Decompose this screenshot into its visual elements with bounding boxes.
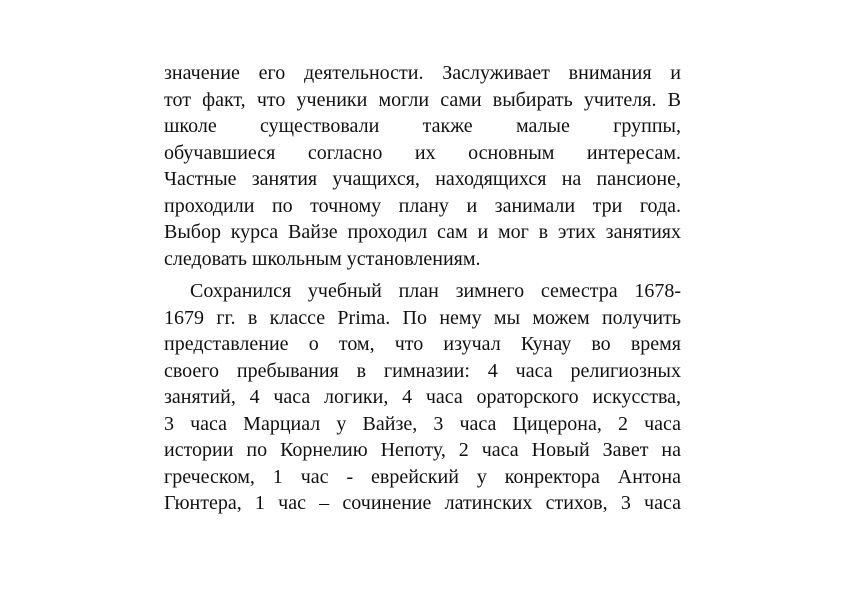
text-line: школе существовали также малые группы, [164,115,681,137]
text-line: занятий, 4 часа логики, 4 часа ораторского искусства, [164,386,681,408]
text-line: 1679 гг. в классе Prima. По нему мы можем получить [164,306,681,329]
text-line: следовать школьным установлениям. [164,247,481,270]
text-line: обучавшиеся согласно их основным интересам. [164,141,681,164]
paragraph-2 [164,278,681,517]
text-line: 3 часа Марциал у Вайзе, 3 часа Цицерона, 2 часа [164,412,681,435]
text-line: Выбор курса Вайзе проходил сам и мог в этих занятиях [164,221,681,243]
text-line: проходили по точному плану и занимали три года. [164,194,681,217]
body-text [164,60,681,517]
text-line: Сохранился учебный план зимнего семестра 1678- [190,280,681,302]
text-line: представление о том, что изучал Кунау во время [164,333,681,355]
text-line: своего пребывания в гимназии: 4 часа религиозных [164,359,681,382]
text-line: значение его деятельности. Заслуживает внимания и [164,62,681,84]
text-line: греческом, 1 час - еврейский у конректора Антона [164,465,681,488]
text-line: Частные занятия учащихся, находящихся на пансионе, [164,168,681,190]
text-line: Гюнтера, 1 час – сочинение латинских стихов, 3 часа [164,492,681,514]
paragraph-1 [164,60,681,272]
text-line: тот факт, что ученики могли сами выбирать учителя. В [164,88,681,111]
text-line: истории по Корнелию Непоту, 2 часа Новый Завет на [164,439,681,461]
